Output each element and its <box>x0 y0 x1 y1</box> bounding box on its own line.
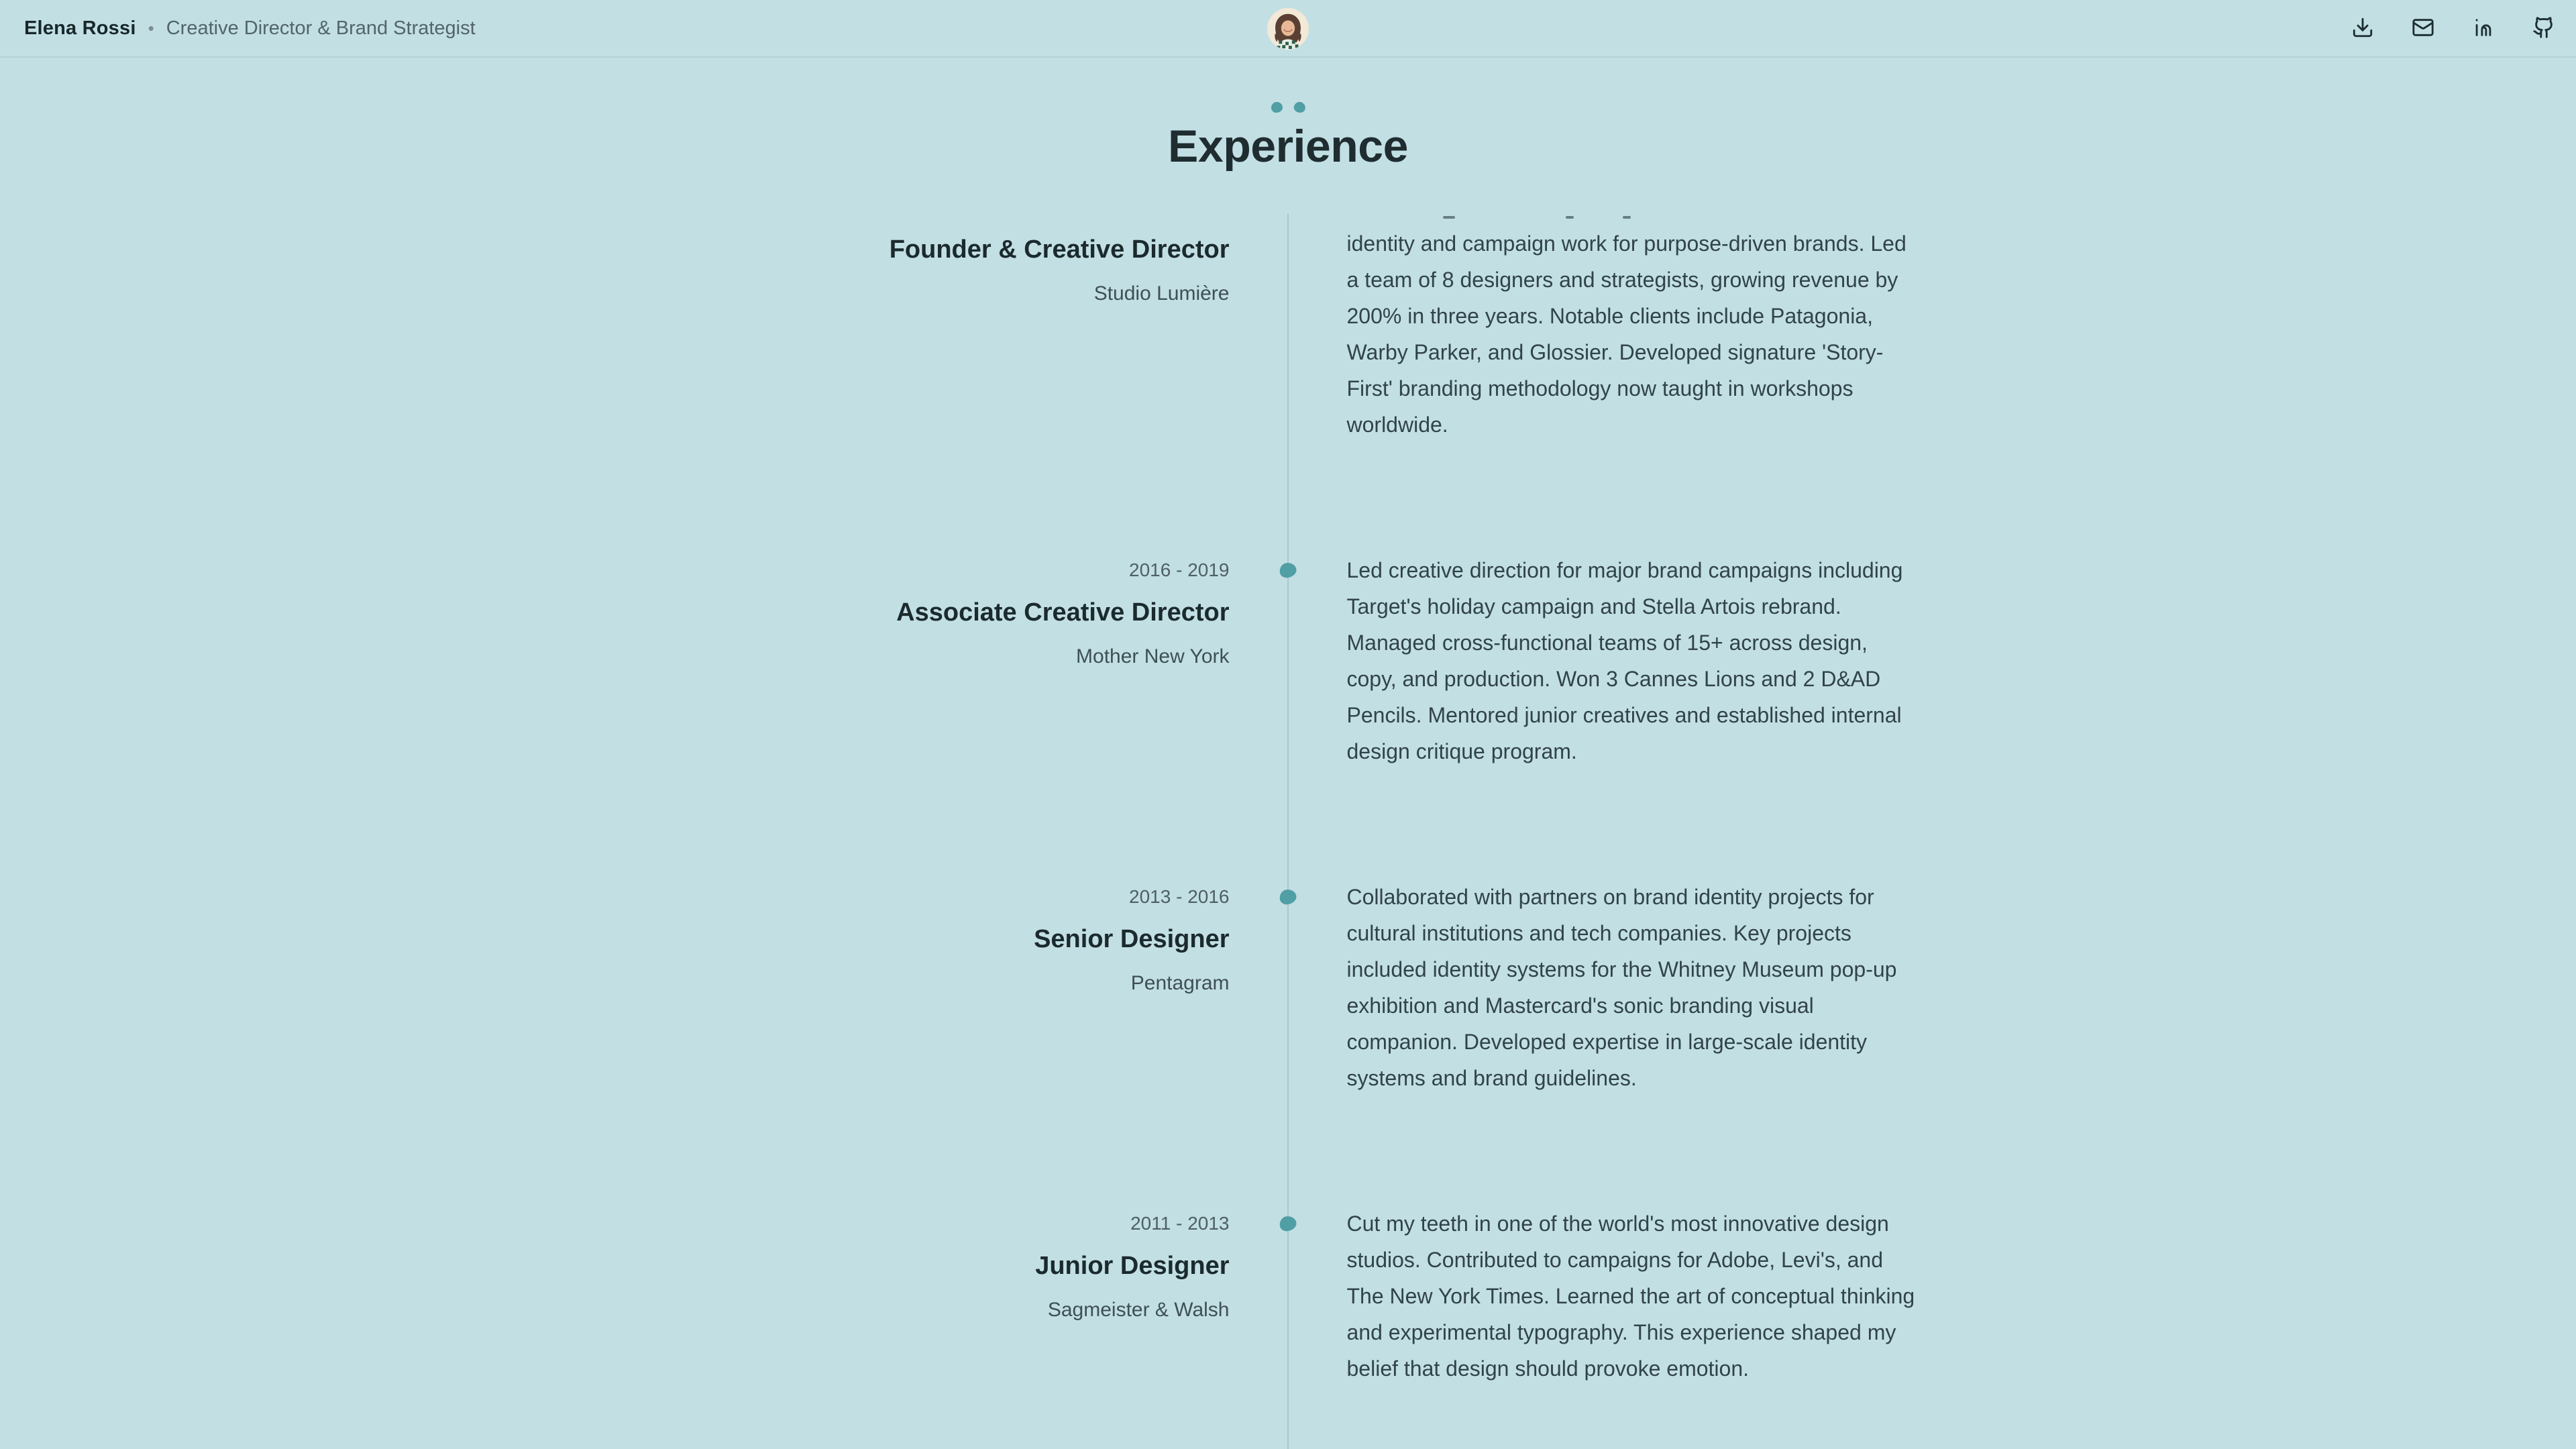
entry-description: Collaborated with partners on brand identity projects for cultural institutions and tech companies. Key projects included identity systems for the Whitney Museum pop-up exhibition and Mastercard's sonic branding visual companion. Developed expertise in large-scale identity systems and brand guidelines. <box>1346 885 1897 1090</box>
entry-body <box>1347 879 1919 1096</box>
entry-description: Cut my teeth in one of the world's most innovative design studios. Contributed to campaigns for Adobe, Levi's, and The New York Times. Learned the art of conceptual thinking and experimental typography. This experience shaped my belief that design should provoke emotion. <box>1346 1212 1915 1381</box>
avatar-illustration <box>1267 8 1309 50</box>
entry-date: 2011 - 2013 <box>1130 1213 1230 1234</box>
clipped-text-remnant <box>1347 213 1919 225</box>
experience-entry <box>657 1205 1919 1387</box>
github-icon <box>2532 16 2555 41</box>
entry-meta <box>657 879 1230 1000</box>
entry-date: 2013 - 2016 <box>1129 886 1230 907</box>
entry-body <box>1347 213 1919 443</box>
experience-entry <box>657 552 1919 769</box>
user-name: Elena Rossi <box>24 17 136 39</box>
entry-title: Founder & Creative Director <box>889 235 1230 264</box>
accent-dot <box>1271 102 1283 113</box>
entry-meta <box>657 213 1230 310</box>
accent-dot <box>1292 100 1307 115</box>
user-role: Creative Director & Brand Strategist <box>166 17 476 39</box>
section-header <box>0 58 2576 172</box>
github-button[interactable] <box>2532 16 2556 40</box>
download-icon <box>2351 16 2374 41</box>
entry-date <box>657 213 1230 225</box>
entry-description: identity and campaign work for purpose-driven brands. Led a team of 8 designers and strategists, growing revenue by 200% in three years. Notable clients include Patagonia, Warby Parker, and Glossier. Developed signature 'Story-First' branding methodology now taught in workshops worldwide. <box>1346 231 1907 437</box>
timeline-dot <box>1279 561 1297 578</box>
email-button[interactable] <box>2411 16 2435 40</box>
entry-company: Mother New York <box>1076 645 1230 667</box>
entry-company: Pentagram <box>1130 972 1230 994</box>
download-button[interactable] <box>2351 16 2375 40</box>
linkedin-icon <box>2472 16 2495 41</box>
timeline-dot <box>1279 888 1297 905</box>
entry-body <box>1347 552 1919 769</box>
linkedin-button[interactable] <box>2471 16 2496 40</box>
avatar <box>1267 8 1309 50</box>
top-bar <box>0 0 2576 58</box>
header-actions <box>2351 16 2556 40</box>
timeline-entries <box>657 213 1919 1387</box>
page-title: Experience <box>1168 121 1408 172</box>
entry-meta <box>657 1205 1230 1326</box>
entry-title: Senior Designer <box>1034 925 1230 953</box>
entry-title: Junior Designer <box>1035 1252 1230 1280</box>
brand-separator: • <box>148 17 154 38</box>
experience-timeline <box>0 213 2576 1449</box>
brand <box>24 17 476 40</box>
entry-company: Studio Lumière <box>1093 282 1230 305</box>
experience-entry <box>657 213 1919 443</box>
entry-description: Led creative direction for major brand campaigns including Target's holiday campaign and Stella Artois rebrand. Managed cross-functional teams of 15+ across design, copy, and production. Won 3 Cannes Lions and 2 D&AD Pencils. Mentored junior creatives and established internal design critique program. <box>1346 558 1903 763</box>
entry-title: Associate Creative Director <box>896 598 1230 627</box>
entry-body <box>1347 1205 1919 1387</box>
entry-company: Sagmeister & Walsh <box>1047 1299 1230 1321</box>
experience-entry <box>657 879 1919 1096</box>
timeline-dot <box>1279 1215 1297 1232</box>
entry-meta <box>657 552 1230 673</box>
decorative-dots <box>0 102 2576 113</box>
entry-date: 2016 - 2019 <box>1129 559 1230 580</box>
mail-icon <box>2412 16 2434 41</box>
